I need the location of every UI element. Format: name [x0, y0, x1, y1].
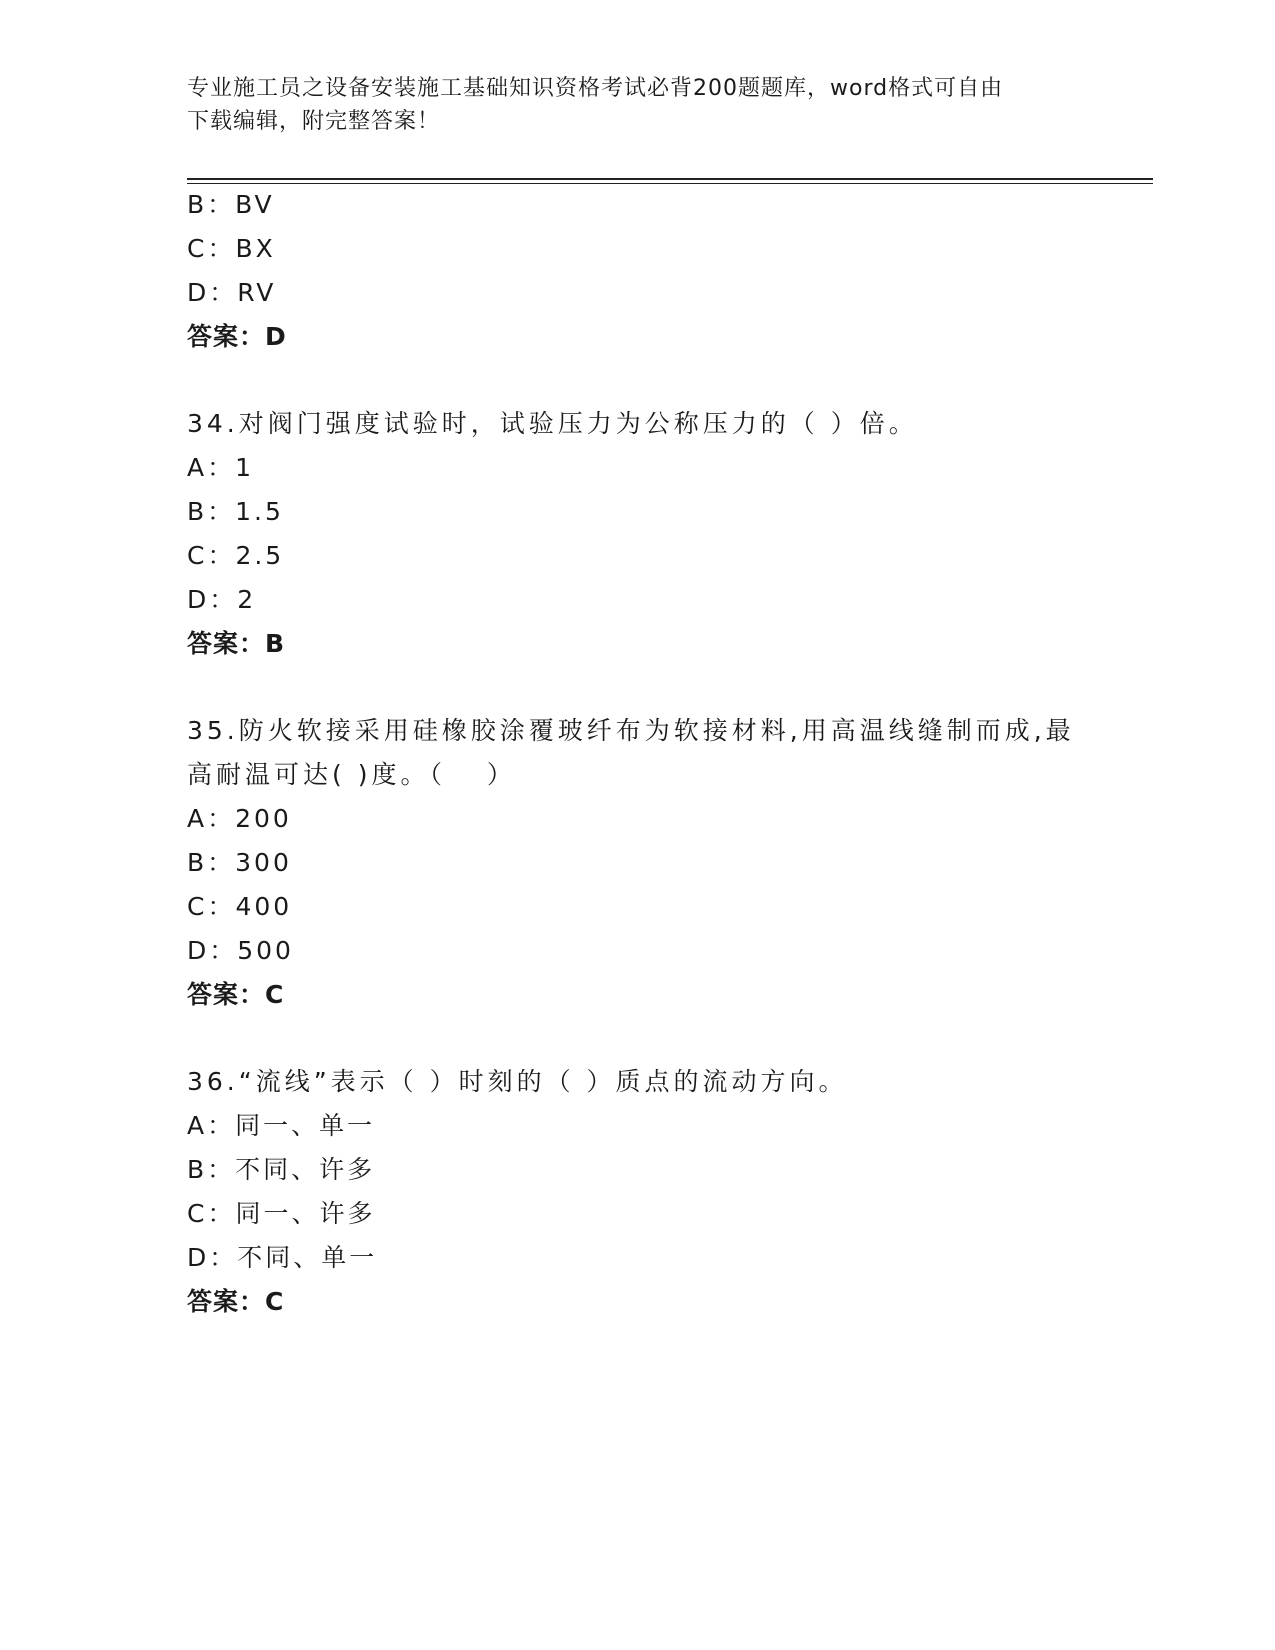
q35-option-a: A：200 [187, 804, 292, 833]
q36-answer: 答案：C [187, 1287, 285, 1316]
q34-option-c: C：2.5 [187, 541, 285, 570]
header-divider-thick [187, 178, 1153, 180]
header-divider-thin [187, 183, 1153, 184]
q34-option-a: A：1 [187, 453, 255, 482]
q34-question: 34.对阀门强度试验时，试验压力为公称压力的（ ）倍。 [187, 409, 918, 438]
q36-question: 36.“流线”表示（ ）时刻的（ ）质点的流动方向。 [187, 1067, 848, 1096]
q35-option-b: B：300 [187, 848, 292, 877]
q35-question-line-1: 35.防火软接采用硅橡胶涂覆玻纤布为软接材料,用高温线缝制而成,最 [187, 716, 1075, 745]
q35-option-c: C：400 [187, 892, 293, 921]
document-header [187, 72, 1087, 138]
q36-option-b: B：不同、许多 [187, 1155, 376, 1184]
header-title-line-1: 专业施工员之设备安装施工基础知识资格考试必背200题题库，word格式可自由 [187, 76, 1004, 101]
q35-question-line-2: 高耐温可达( )度。（ ） [187, 760, 516, 789]
q36-option-d: D：不同、单一 [187, 1243, 378, 1272]
q33-option-d: D：RV [187, 278, 277, 307]
q34-answer: 答案：B [187, 629, 286, 658]
header-title-line-2: 下载编辑，附完整答案！ [187, 109, 441, 134]
q36-option-a: A：同一、单一 [187, 1111, 376, 1140]
q35-option-d: D：500 [187, 936, 294, 965]
q33-option-b: B：BV [187, 190, 275, 219]
q33-option-c: C：BX [187, 234, 276, 263]
q34-option-d: D：2 [187, 585, 257, 614]
q33-answer: 答案：D [187, 322, 287, 351]
q34-option-b: B：1.5 [187, 497, 284, 526]
q35-answer: 答案：C [187, 980, 285, 1009]
q36-option-c: C：同一、许多 [187, 1199, 376, 1228]
